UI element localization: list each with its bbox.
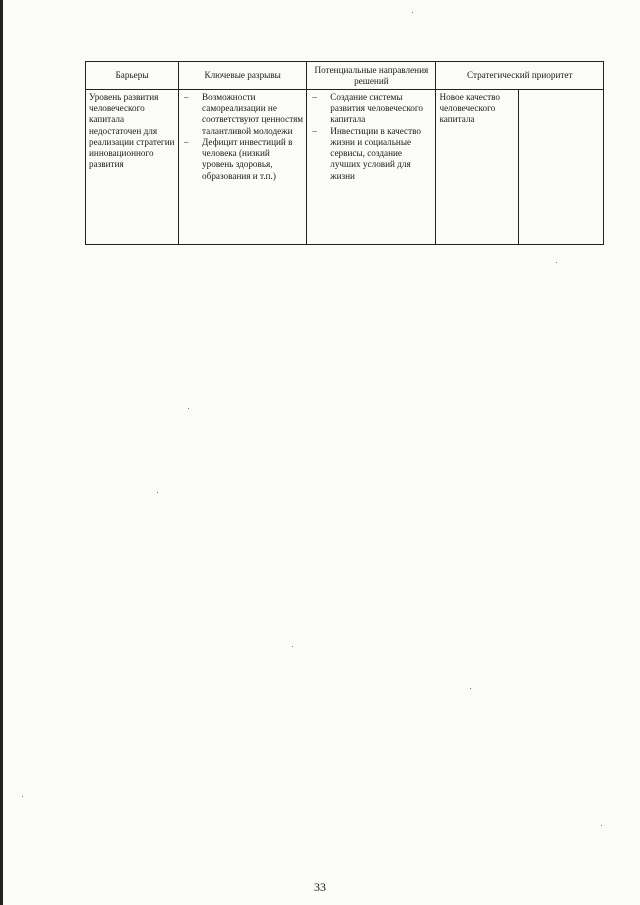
- header-barriers: Барьеры: [86, 62, 179, 90]
- scan-edge: [0, 0, 3, 905]
- header-key-gaps: Ключевые разрывы: [179, 62, 307, 90]
- cell-priority: [436, 90, 519, 245]
- priority-text: Новое качество человеческого капитала: [439, 92, 500, 125]
- cell-barrier: [86, 90, 179, 245]
- gap-item: – Возможности самореализации не соответствуют ценностям талантливой молодежи: [182, 92, 303, 137]
- scan-speck: [412, 12, 413, 13]
- cell-key-gaps: [179, 90, 307, 245]
- scan-speck: [157, 492, 158, 493]
- scan-speck: [22, 796, 23, 797]
- gaps-list: [182, 92, 303, 182]
- header-strategic-priority: Стратегический приоритет: [436, 62, 604, 90]
- cell-solution-directions: [307, 90, 436, 245]
- scan-speck: [188, 408, 189, 409]
- page-number: 33: [314, 880, 326, 894]
- scan-speck: [556, 262, 557, 263]
- gap-item: – Дефицит инвестиций в человека (низкий уровень здоровья, образования и т.п.): [182, 137, 303, 182]
- direction-item: – Создание системы развития человеческого капитала: [310, 92, 432, 126]
- cell-priority-extra: [519, 90, 604, 245]
- barrier-text: Уровень развития человеческого капитала недостаточен для реализации стратегии инновационного развития: [89, 92, 175, 170]
- strategy-table: [85, 61, 604, 245]
- header-solution-directions: Потенциальные направления решений: [307, 62, 436, 90]
- scan-speck: [470, 688, 471, 689]
- direction-item: – Инвестиции в качество жизни и социальные сервисы, создание лучших условий для жизни: [310, 126, 432, 182]
- table-row: [86, 90, 604, 245]
- scan-speck: [292, 646, 293, 647]
- scan-speck: [601, 825, 602, 826]
- table-header-row: [86, 62, 604, 90]
- directions-list: [310, 92, 432, 182]
